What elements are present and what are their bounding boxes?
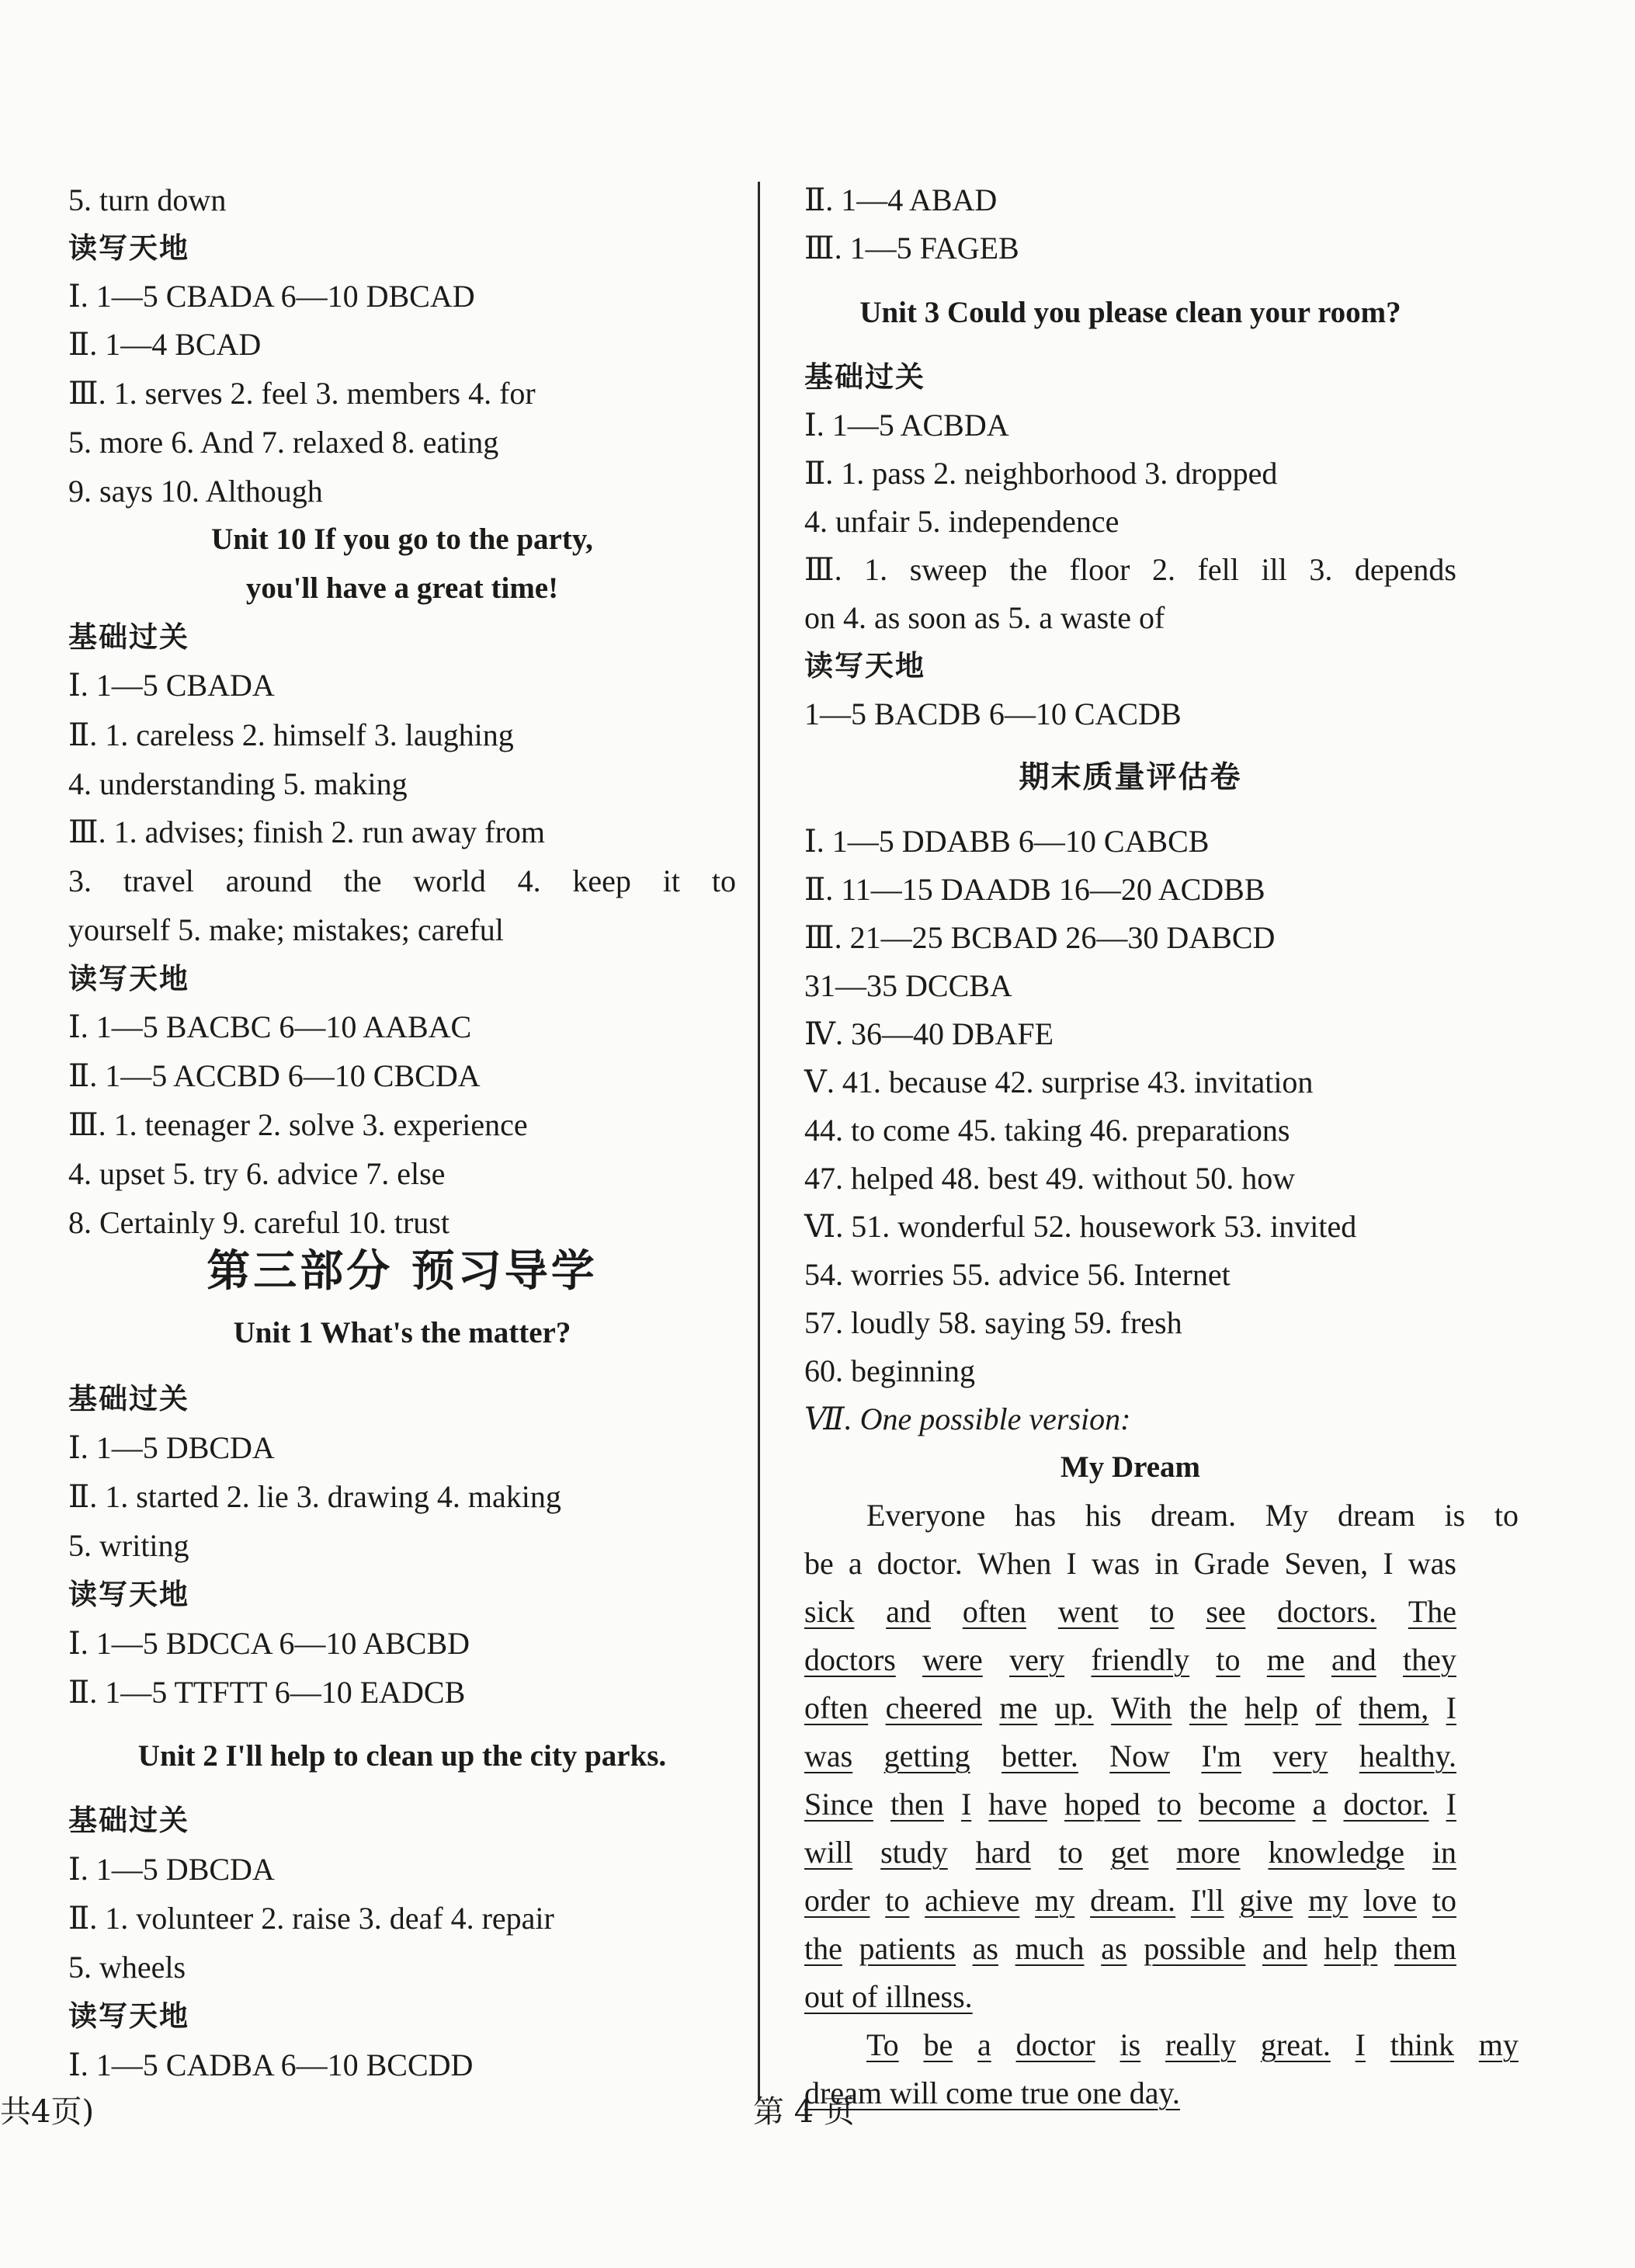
left-text-line: 5. wheels — [68, 1950, 186, 1985]
left-text-line: 9. says 10. Although — [68, 474, 323, 509]
right-text-line: To be a doctor is really great. I think my — [866, 2027, 1519, 2062]
left-text-line: 读写天地 — [68, 231, 189, 265]
right-text-line: 4. unfair 5. independence — [804, 504, 1120, 539]
left-text-line: Unit 10 If you go to the party, — [211, 523, 593, 556]
left-text-line: Ⅰ. 1—5 BACBC 6—10 AABAC — [68, 1009, 472, 1044]
right-text-line: Ⅰ. 1—5 ACBDA — [804, 408, 1009, 443]
right-text-line: Ⅶ. One possible version: — [804, 1401, 1131, 1436]
right-text-line: Ⅱ. 11—15 DAADB 16—20 ACDBB — [804, 872, 1265, 907]
footer-left-text: 共4页) — [0, 2094, 95, 2130]
left-text-line: Ⅰ. 1—5 DBCDA — [68, 1430, 275, 1465]
left-text-line: 读写天地 — [68, 962, 189, 995]
right-text-line: the patients as much as possible and help them — [804, 1931, 1456, 1966]
right-text-line: sick and often went to see doctors. The — [804, 1594, 1456, 1629]
right-text-line: on 4. as soon as 5. a waste of — [804, 600, 1165, 635]
right-text-line: Everyone has his dream. My dream is to — [866, 1498, 1519, 1533]
left-text-line: 5. writing — [68, 1528, 189, 1563]
right-text-line: 基础过关 — [804, 360, 925, 394]
left-text-line: Ⅲ. 1. serves 2. feel 3. members 4. for — [68, 376, 536, 411]
left-text-line: Ⅱ. 1. started 2. lie 3. drawing 4. making — [68, 1479, 561, 1514]
right-text-line: was getting better. Now I'm very healthy. — [804, 1738, 1456, 1773]
right-text-line: Since then I have hoped to become a doctor. I — [804, 1787, 1456, 1822]
left-text-line: yourself 5. make; mistakes; careful — [68, 912, 504, 947]
left-text-line: 读写天地 — [68, 1578, 189, 1611]
right-text-line: My Dream — [1060, 1450, 1201, 1484]
right-text-line: be a doctor. When I was in Grade Seven, I was — [804, 1546, 1456, 1581]
left-text-line: Ⅱ. 1—5 ACCBD 6—10 CBCDA — [68, 1058, 481, 1093]
right-text-line: Ⅱ. 1—4 ABAD — [804, 182, 998, 217]
right-text-line: 47. helped 48. best 49. without 50. how — [804, 1161, 1296, 1196]
left-text-line: 4. understanding 5. making — [68, 766, 408, 801]
right-text-line: Ⅴ. 41. because 42. surprise 43. invitation — [804, 1065, 1314, 1099]
left-text-line: Ⅰ. 1—5 CBADA 6—10 DBCAD — [68, 279, 475, 314]
right-text-line: Ⅲ. 1. sweep the floor 2. fell ill 3. depends — [804, 552, 1456, 587]
right-text-line: 57. loudly 58. saying 59. fresh — [804, 1305, 1182, 1340]
left-text-line: 读写天地 — [68, 1999, 189, 2033]
left-text-line: 基础过关 — [68, 1804, 189, 1837]
page-number: 第 4 页 — [753, 2094, 855, 2130]
right-text-line: Ⅲ. 1—5 FAGEB — [804, 231, 1019, 266]
right-text-line: Ⅲ. 21—25 BCBAD 26—30 DABCD — [804, 920, 1276, 955]
left-text-line: 3. travel around the world 4. keep it to — [68, 863, 736, 898]
left-text-line: Ⅱ. 1. volunteer 2. raise 3. deaf 4. repair — [68, 1901, 554, 1936]
left-text-line: Ⅰ. 1—5 CBADA — [68, 668, 275, 703]
left-text-line: Unit 1 What's the matter? — [233, 1316, 571, 1349]
right-text-line: 1—5 BACDB 6—10 CACDB — [804, 696, 1182, 731]
left-text-line: you'll have a great time! — [245, 571, 559, 605]
left-text-line: 5. more 6. And 7. relaxed 8. eating — [68, 425, 499, 460]
right-text-line: Ⅳ. 36—40 DBAFE — [804, 1016, 1054, 1051]
left-text-line: Ⅰ. 1—5 DBCDA — [68, 1852, 275, 1887]
right-text-line: doctors were very friendly to me and they — [804, 1642, 1456, 1677]
column-divider — [758, 182, 760, 2100]
right-text-line: dream will come true one day. — [804, 2075, 1180, 2110]
left-text-line: 8. Certainly 9. careful 10. trust — [68, 1205, 450, 1240]
right-text-line: Ⅵ. 51. wonderful 52. housework 53. invited — [804, 1209, 1357, 1244]
right-text-line: Unit 3 Could you please clean your room? — [859, 296, 1401, 329]
right-text-line: 54. worries 55. advice 56. Internet — [804, 1257, 1231, 1292]
left-text-line: Ⅱ. 1—4 BCAD — [68, 327, 262, 362]
left-text-line: Ⅰ. 1—5 BDCCA 6—10 ABCBD — [68, 1626, 470, 1661]
left-text-line: 第三部分 预习导学 — [207, 1246, 598, 1297]
left-text-line: Ⅲ. 1. teenager 2. solve 3. experience — [68, 1107, 528, 1142]
left-text-line: 基础过关 — [68, 620, 189, 654]
left-text-line: 4. upset 5. try 6. advice 7. else — [68, 1156, 446, 1191]
right-text-line: Ⅱ. 1. pass 2. neighborhood 3. dropped — [804, 456, 1278, 491]
left-text-line: Ⅲ. 1. advises; finish 2. run away from — [68, 814, 546, 849]
right-text-line: 读写天地 — [804, 649, 925, 682]
left-text-line: Ⅱ. 1—5 TTFTT 6—10 EADCB — [68, 1675, 466, 1710]
right-text-line: out of illness. — [804, 1979, 973, 2014]
right-text-line: order to achieve my dream. I'll give my love to — [804, 1883, 1456, 1918]
left-text-line: Ⅱ. 1. careless 2. himself 3. laughing — [68, 717, 514, 752]
right-text-line: Ⅰ. 1—5 DDABB 6—10 CABCB — [804, 824, 1210, 859]
left-text-line: Unit 2 I'll help to clean up the city parks. — [137, 1739, 667, 1773]
right-text-line: 60. beginning — [804, 1353, 975, 1388]
right-text-line: 期末质量评估卷 — [1019, 760, 1242, 795]
left-text-line: 基础过关 — [68, 1382, 189, 1415]
right-text-line: will study hard to get more knowledge in — [804, 1835, 1456, 1870]
left-text-line: Ⅰ. 1—5 CADBA 6—10 BCCDD — [68, 2047, 474, 2082]
left-text-line: 5. turn down — [68, 182, 227, 217]
right-text-line: 31—35 DCCBA — [804, 968, 1012, 1003]
right-text-line: often cheered me up. With the help of them, I — [804, 1690, 1456, 1725]
right-text-line: 44. to come 45. taking 46. preparations — [804, 1113, 1290, 1148]
